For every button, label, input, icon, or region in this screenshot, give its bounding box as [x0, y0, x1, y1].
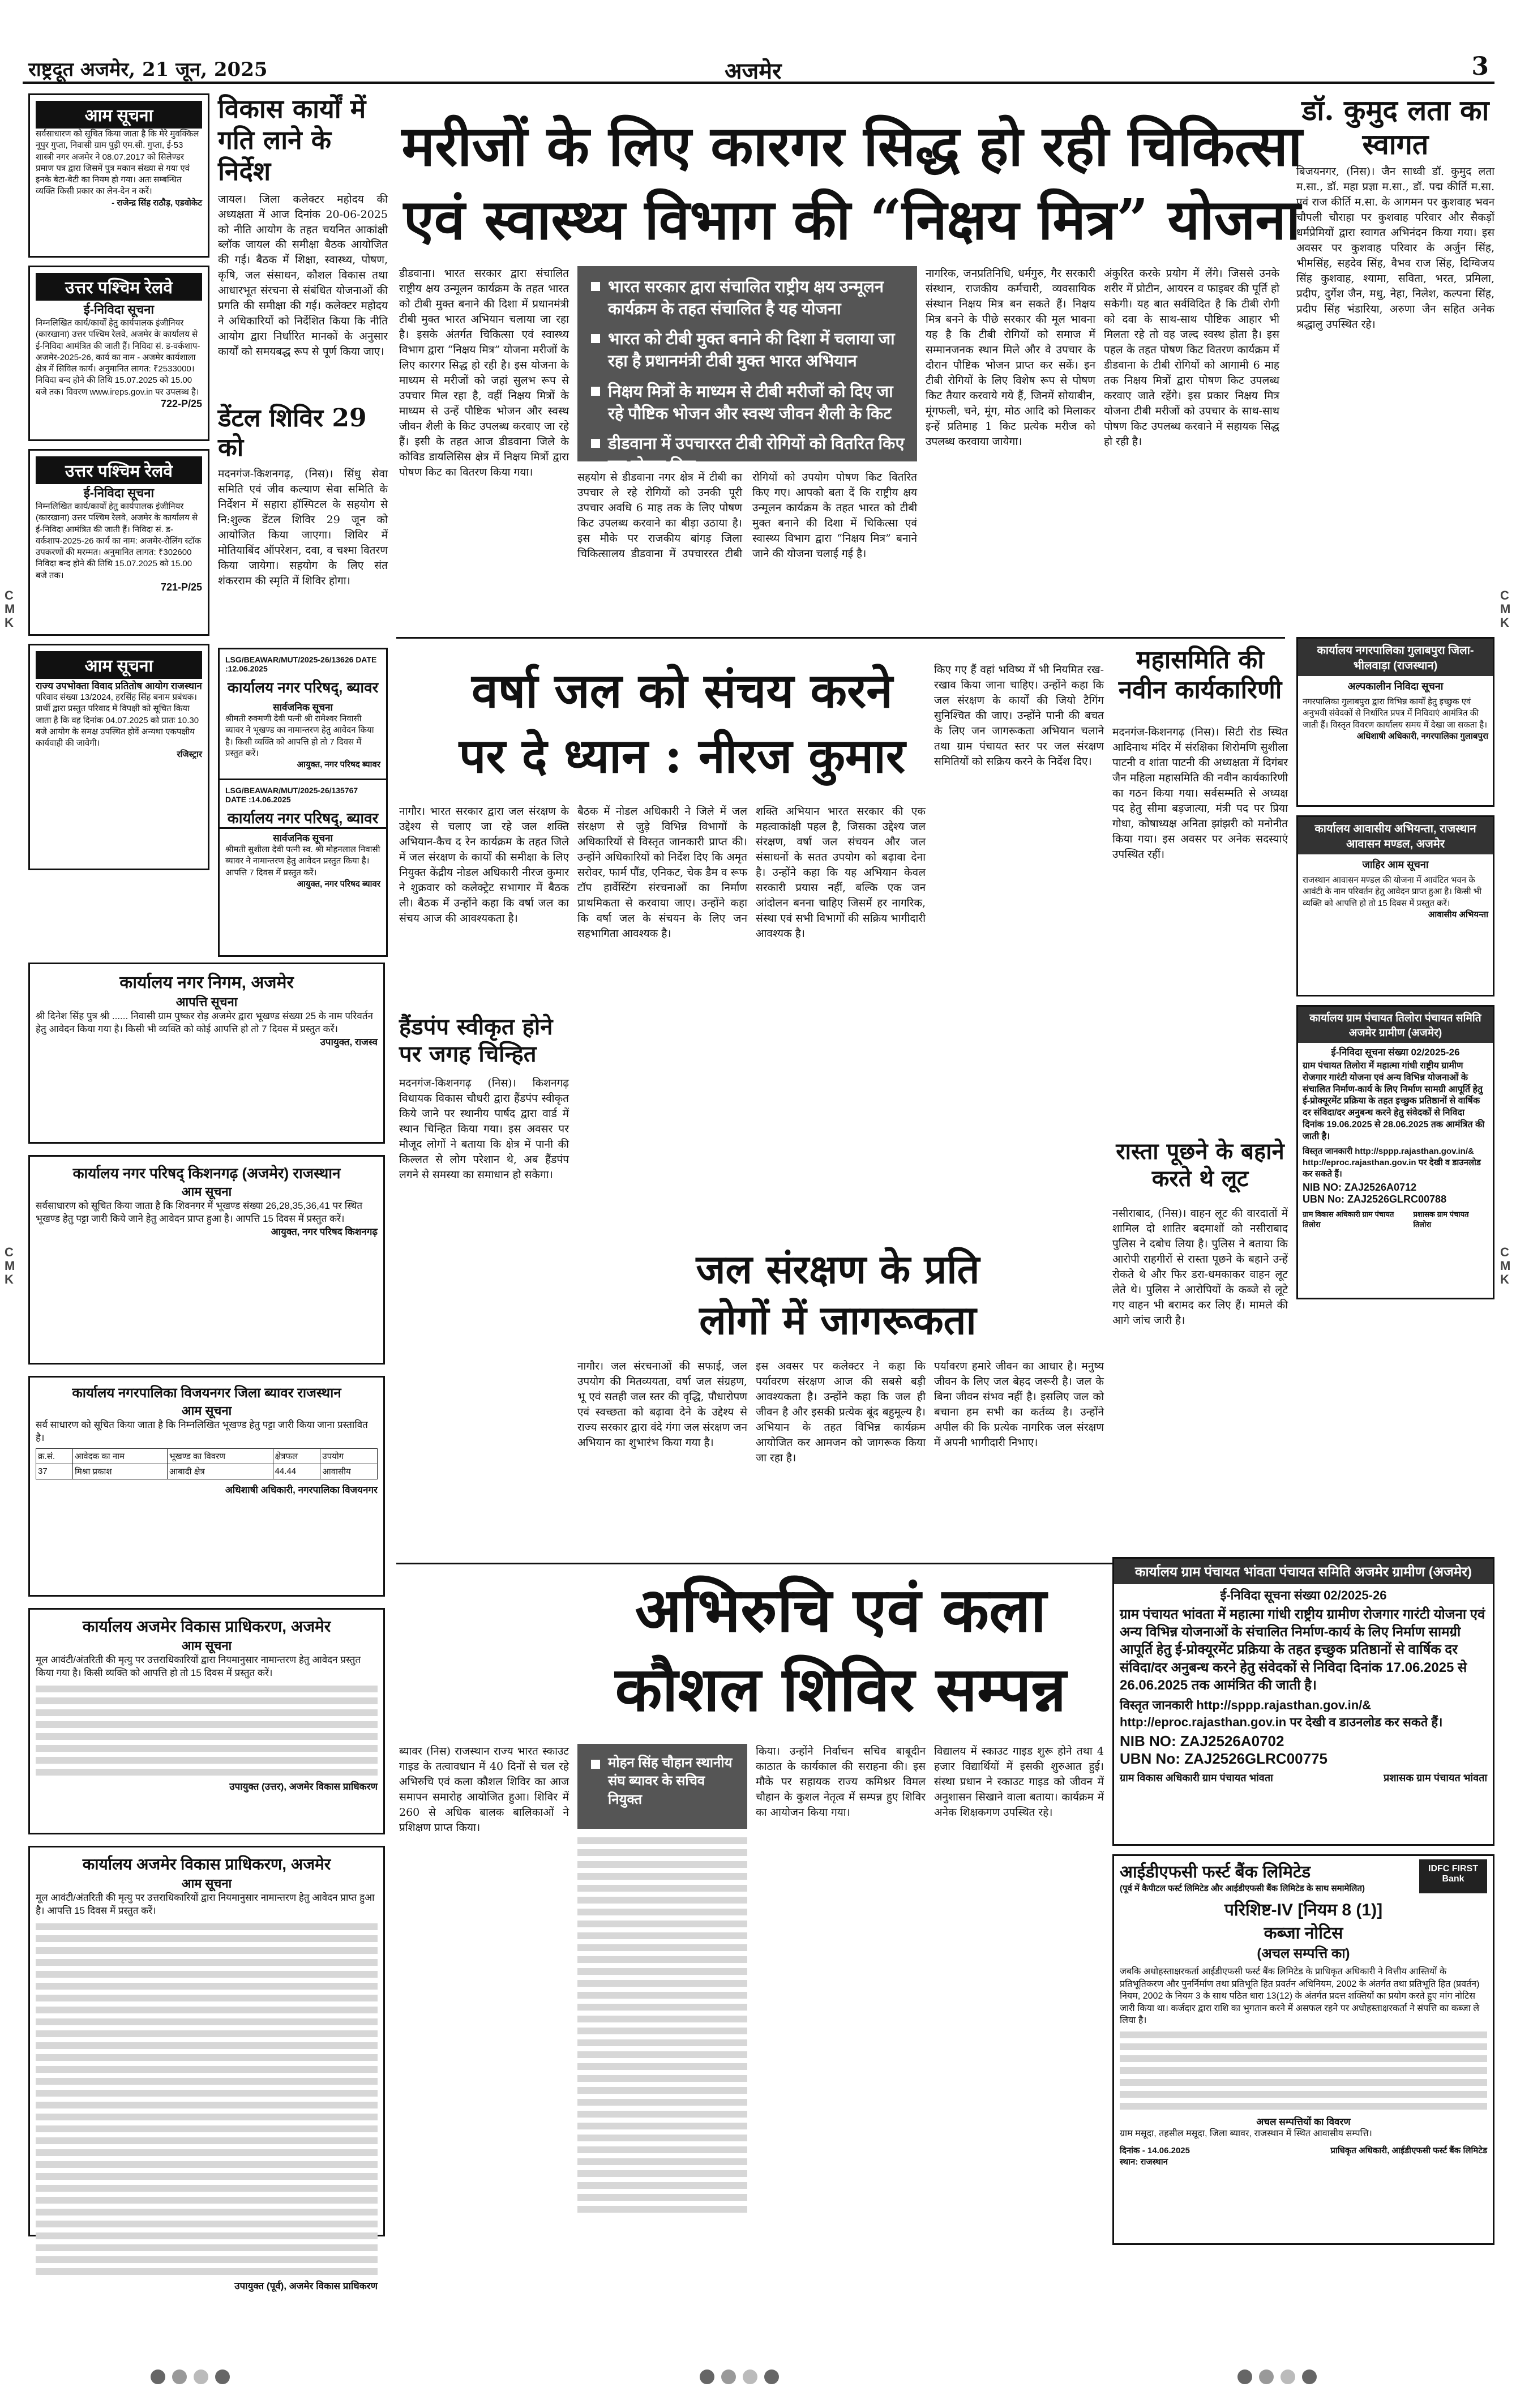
lsg-notice-2 — [218, 779, 388, 957]
abhiruchi-col-4: विद्यालय में स्काउट गाइड शुरू होने तथा 4 हजार विद्यार्थियों में इसकी शुरुआत हुई। संस्था प्रधान ने स्काउट गाइड को जीवन में अनुशासन सिखाने वाला बताया। कार्यक्रम में अनेक शिक्षकगण उपस्थित रहे। — [934, 1745, 1104, 1819]
notice-head: कार्यालय नगर परिषद्, ब्यावर — [227, 679, 379, 696]
notice-body: परिवाद संख्या 13/2024, हरसिंह सिंह बनाम प्रबंधक। प्रार्थी द्वारा प्रस्तुत परिवाद में विपक्षी को सूचित किया जाता है कि वह दिनांक 04.07.2025 को प्रातः 10.30 बजे आयोग के समक्ष उपस्थित होवें अन्यथा एकपक्षीय कार्यवाही की जावेगी। — [36, 692, 199, 748]
headline-vikas: विकास कार्यों में गति लाने के निर्देश — [218, 93, 366, 187]
railway-head: उत्तर पश्चिम रेलवे — [36, 273, 202, 301]
story-handpump-body: मदनगंज-किशनगढ़ (निस)। किशनगढ़ विधायक विकास चौधरी द्वारा हैंडपंप स्वीकृत किये जाने पर स्थानीय पार्षद द्वारा वार्ड में स्थान चिन्हित किया गया। इस अवसर पर मौजूद लोगों ने बताया कि क्षेत्र में पानी की किल्लत से लोग परेशान थे, अब हैंडपंप लगने से समस्या का समाधान हो सकेगा। — [399, 1077, 569, 1181]
story-mahasamiti-body: मदनगंज-किशनगढ़ (निस)। सिटी रोड स्थित आदिनाथ मंदिर में संरक्षिका शिरोमणि सुशीला पाटनी व शांता पाटनी की अध्यक्षता में दिगंबर जैन महिला महासमिति की नवीन कार्यकारिणी का गठन किया गया। सर्वसम्मति से अध्यक्ष पद हेतु सीमा बड़जात्या, मंत्री पद पर प्रिया गोधा, कोषाध्यक्ष अनिता झांझरी को मनोनीत किया गया। इस अवसर पर अनेक सदस्याएं उपस्थित रहीं। — [1112, 726, 1288, 861]
notice-title: आम सूचना — [36, 651, 202, 679]
jal-col-1: नागौर। जल संरचनाओं की सफाई, जल उपयोग की मितव्ययता, वर्षा जल संग्रहण, भू एवं सतही जल स्तर की वृद्धि, पौधारोपण एवं स्वच्छता को बढ़ावा देने के उद्देश्य से राज्य सरकार द्वारा वंदे गंगा जल संरक्षण जन अभियान का शुभारंभ किया गया है। — [577, 1360, 747, 1449]
railway-code: 722-P/25 — [160, 397, 202, 409]
railway-tender-2 — [28, 449, 209, 636]
table-header-cell: भूखण्ड का विवरण — [167, 1448, 273, 1464]
appendix-label: परिशिष्ट-IV [नियम 8 (1)] — [1224, 1901, 1383, 1919]
tilora-panchayat-tender-ad — [1296, 1005, 1494, 1299]
notice-code: LSG/BEAWAR/MUT/2025-26/135767 DATE :14.06.2025 — [225, 786, 358, 804]
notice-body: सर्वसाधारण को सूचित किया जाता है कि शिवनगर में भूखण्ड संख्या 26,28,35,36,41 पर स्थित भूखण्ड हेतु पट्टा जारी किये जाने हेतु आवेदन प्राप्त हुआ है। आपत्ति 15 दिवस में प्रस्तुत करें। — [36, 1200, 363, 1224]
plot-table — [36, 1448, 378, 1479]
notice-signature: उपायुक्त (पूर्व), अजमेर विकास प्राधिकरण — [234, 2280, 378, 2291]
notice-signature: उपायुक्त, राजस्व — [320, 1036, 378, 1047]
idfc-subtitle: (पूर्व में कैपीटल फर्स्ट लिमिटेड और आईडीएफसी बैंक लिमिटेड के साथ समामेलित) — [1120, 1884, 1365, 1893]
notice-signature: आयुक्त, नगर परिषद ब्यावर — [297, 879, 380, 889]
notice-signature: - राजेन्द्र सिंह राठौड़, एडवोकेट — [112, 198, 202, 208]
section-name: अजमेर — [725, 58, 782, 84]
ad-website: विस्तृत जानकारी http://sppp.rajasthan.gov.in/& http://eproc.rajasthan.gov.in पर देखी व डाउनलोड कर सकते हैं। — [1120, 1697, 1443, 1729]
notice-date-place — [1120, 2145, 1190, 2167]
notice-subheading: (अचल सम्पत्ति का) — [1257, 1946, 1350, 1961]
table-cell: आबादी क्षेत्र — [167, 1464, 273, 1479]
notice-head: कार्यालय अजमेर विकास प्राधिकरण, अजमेर — [82, 1618, 331, 1635]
headline-barsha-line2: पर दे ध्यान : नीरज कुमार — [459, 728, 906, 784]
ada-notice-2 — [28, 1846, 385, 2291]
notice-body: मूल आवंटी/अंतरिती की मृत्यु पर उत्तराधिकारियों द्वारा नियमानुसार नामान्तरण हेतु आवेदन प्रस्तुत किया गया है। किसी व्यक्ति को आपत्ति हो तो 15 दिवस में प्रस्तुत करें। — [36, 1654, 361, 1678]
notice-subtitle: राज्य उपभोक्ता विवाद प्रतितोष आयोग राजस्थान — [36, 681, 202, 691]
abhiruchi-side-bullet — [577, 1744, 747, 1829]
page-number: 3 — [1471, 52, 1489, 81]
registration-mark-left: C M K — [5, 1245, 15, 1287]
color-registration-dots-center — [696, 2369, 782, 2386]
ad-head: कार्यालय ग्राम पंचायत तिलोरा पंचायत समिति अजमेर ग्रामीण (अजमेर) — [1298, 1007, 1493, 1043]
table-cell: मिश्रा प्रकाश — [72, 1464, 167, 1479]
notice-body: सर्व साधारण को सूचित किया जाता है कि निम्नलिखित भूखण्ड हेतु पट्टा जारी किया जाना प्रस्तावित है। — [36, 1419, 368, 1443]
bullet-point: मोहन सिंह चौहान स्थानीय संघ ब्यावर के सचिव नियुक्त — [589, 1754, 736, 1809]
notice-head: कार्यालय अजमेर विकास प्राधिकरण, अजमेर — [82, 1855, 331, 1873]
lead-col-1: डीडवाना। भारत सरकार द्वारा संचालित राष्ट्रीय क्षय उन्मूलन कार्यक्रम के तहत भारत को टीबी मुक्त बनाने की दिशा में प्रधानमंत्री टीबी मुक्त भारत अभियान चलाया जा रहा है। इसके अंतर्गत चिकित्सा एवं स्वास्थ्य विभाग द्वारा “निक्षय मित्र” योजना मरीजों के लिए कारगर सिद्ध हो रही है। इस योजना के माध्यम से मरीजों को जहां सुलभ रूप से उपचार मिल रहा है, वहीं निक्षय मित्रों के माध्यम से उन्हें पौष्टिक भोजन और स्वस्थ जीवन शैली के किट उपलब्ध करवाए जा रहे हैं। इसी के तहत आज डीडवाना जिले के कोविड डायलिसिस क्षेत्र में निक्षय मित्रों द्वारा पोषण किट का वितरण किया गया। — [399, 267, 569, 478]
bhawta-panchayat-tender-ad — [1112, 1557, 1494, 1846]
ad-website: विस्तृत जानकारी http://sppp.rajasthan.gov.in/& http://eproc.rajasthan.gov.in पर देखी व डाउनलोड कर सकते हैं। — [1303, 1146, 1481, 1179]
headline-barsha-line1: वर्षा जल को संचय करने — [472, 662, 893, 718]
story-dental-body: मदनगंज-किशनगढ़, (निस)। सिंधु सेवा समिति एवं जीव कल्याण सेवा समिति के निर्देशन में सहारा हॉस्पिटल के सहयोग से नि:शुल्क डेंटल शिविर 29 जून को आयोजित किया जाएगा। शिविर में मोतियाबिंद ऑपरेशन, दवा, व चश्मा वितरण किया जायेगा। सहयोग के लिए संत शंकरराम की स्मृति में शिविर होगा। — [218, 468, 388, 587]
notice-body: श्री दिनेश सिंह पुत्र श्री ...... निवासी ग्राम पुष्कर रोड़ अजमेर द्वारा भूखण्ड संख्या 25 के नाम परिवर्तन हेतु आवेदन किया गया है। किसी भी व्यक्ति को कोई आपत्ति हो तो 7 दिवस में प्रस्तुत करें। — [36, 1011, 373, 1034]
ad-subhead: ई-निविदा सूचना संख्या 02/2025-26 — [1220, 1588, 1387, 1602]
table-cell: आवासीय — [320, 1464, 378, 1479]
notice-signature: प्राधिकृत अधिकारी, आईडीएफसी फर्स्ट बैंक लिमिटेड — [1330, 2145, 1487, 2155]
story-kumud-body: बिजयनगर, (निस)। जैन साध्वी डॉ. कुमुद लता म.सा., डॉ. महा प्रज्ञा म.सा., डॉ. पद्म कीर्ति म.सा. एवं राज कीर्ति म.सा. के आगमन पर कुशवाह भवन चौपली चौराहा पर कुशवाह परिवार और सैकड़ों धर्मप्रेमियों द्वारा स्वागत अभिनंदन किया गया। इस अवसर पर कुशवाह परिवार के अर्जुन सिंह, भीमसिंह, सहदेव सिंह, वैभव राज सिंह, दिग्विजय सिंह कुशवाह, श्यामा, सविता, भरत, प्रमिला, प्रदीप, दुर्गेश जैन, मधु, नेहा, निलेश, कल्पना सिंह, प्रदीप सिंह भंडारिया, अरुणा जैन सहित अनेक श्रद्धालु उपस्थित रहे। — [1296, 165, 1494, 331]
public-notice-2 — [28, 644, 209, 870]
notice-body: सर्वसाधारण को सूचित किया जाता है कि मेरे मुवक्किल नूपुर गुप्ता, निवासी ग्राम पुड़ी एम.सी. गुप्ता, ई-53 शास्त्री नगर अजमेर ने 08.07.2017 को सिलेण्डर प्रमाण पत्र द्वारा जिसमें पुत्र मकान संख्या से गया एवं इनके बेटा-बेटी का नियम हो गया। अतः सम्बन्धित व्यक्ति किसी प्रकार का लेन-देन न करें। — [36, 129, 199, 196]
headline-rasta: रास्ता पूछने के बहाने करते थे लूट — [1116, 1138, 1284, 1192]
notice-subhead: आम सूचना — [181, 1639, 232, 1653]
notice-heading: कब्जा नोटिस — [1264, 1924, 1343, 1943]
notice-head: कार्यालय नगर निगम, अजमेर — [119, 973, 294, 992]
ad-head: कार्यालय ग्राम पंचायत भांवता पंचायत समिति अजमेर ग्रामीण (अजमेर) — [1114, 1559, 1493, 1584]
ad-body: राजस्थान आवासन मण्डल की योजना में आवंटित भवन के आवंटी के नाम परिवर्तन हेतु आवेदन प्राप्त हुआ है। किसी भी व्यक्ति को आपत्ति हो तो 15 दिवस में प्रस्तुत करें। — [1303, 875, 1482, 908]
notice-place: स्थान: राजस्थान — [1120, 2157, 1168, 2167]
notice-footer — [1114, 2140, 1493, 2172]
vijaynagar-notice — [28, 1376, 385, 1597]
headline-jal-line2: लोगों में जागरूकता — [699, 1297, 977, 1344]
ad-subhead: जाहिर आम सूचना — [1362, 859, 1429, 870]
table-header-row — [36, 1448, 378, 1464]
abhiruchi-col-1: ब्यावर (निस) राजस्थान राज्य भारत स्काउट गाइड के तत्वावधान में 40 दिनों से चल रहे अभिरुचि एवं कला कौशल शिविर का आज समापन समारोह आयोजित हुआ। शिविर में 260 से अधिक बालक बालिकाओं ने प्रशिक्षण प्राप्त किया। — [399, 1745, 569, 1834]
ad-signature: अधिशाषी अधिकारी, नगरपालिका गुलाबपुरा — [1356, 731, 1488, 741]
headline-dental: डेंटल शिविर 29 को — [218, 403, 367, 463]
registration-mark-right: C M K — [1500, 1245, 1511, 1287]
ad-nib: NIB NO: ZAJ2526A0702 — [1120, 1732, 1284, 1750]
lead-col-5: अंकुरित करके प्रयोग में लेंगे। जिससे उनके शरीर में प्रोटीन, आयरन व फाइबर की पूर्ति हो सकेगी। यह बात सर्वविदित है कि टीबी रोगी को दवा के साथ-साथ पौष्टिक आहार भी मिलता रहे तो वह जल्द स्वस्थ होता है। इस पहल के तहत पोषण किट वितरण कार्यक्रम में डीडवाना के टीबी रोगियों को आगामी 6 माह तक निक्षय मित्रों द्वारा पोषण किट उपलब्ध करवाए जाते रहेंगे। इस प्रकार निक्षय मित्र योजना टीबी मरीजों को उपचार के साथ-साथ पोषण किट उपलब्ध करवाने में सहायक सिद्ध हो रही है। — [1104, 267, 1279, 448]
notice-code: LSG/BEAWAR/MUT/2025-26/13626 DATE :12.06.2025 — [225, 655, 377, 674]
notice-head: कार्यालय नगर परिषद् किशनगढ़ (अजमेर) राजस्थान — [72, 1165, 341, 1182]
barsha-col-4: किए गए हैं वहां भविष्य में भी नियमित रख-रखाव किया जाना चाहिए। उन्होंने कहा कि जल संरक्षण के कार्यों की जियो टैगिंग सुनिश्चित की जाए। उन्होंने पानी की बचत के लिए जन जागरूकता अभियान चलाने तथा ग्राम पंचायत स्तर पर जल संरक्षण समितियों को सक्रिय करने के निर्देश दिए। — [934, 664, 1104, 768]
ad-body: ग्राम पंचायत तिलोरा में महात्मा गांधी राष्ट्रीय ग्रामीण रोजगार गारंटी योजना एवं अन्य विभिन्न योजनाओं के संचालित निर्माण-कार्य के लिए निर्माण सामग्री आपूर्ति हेतु ई-प्रोक्यूरमेंट प्रक्रिया के तहत इच्छुक प्रतिष्ठानों से वार्षिक दर संविदा/दर अनुबन्ध करने हेतु संवेदकों से निविदा दिनांक 19.06.2025 से 28.06.2025 तक आमंत्रित की जाती है। — [1303, 1061, 1485, 1141]
table-header-cell: क्र.सं. — [36, 1448, 73, 1464]
headline-kumud: डॉ. कुमुद लता का स्वागत — [1301, 93, 1489, 161]
story-rasta-body: नसीराबाद, (निस)। वाहन लूट की वारदातों में शामिल दो शातिर बदमाशों को नसीराबाद पुलिस ने दबोच लिया है। पुलिस ने बताया कि आरोपी राहगीरों से रास्ता पूछने के बहाने उन्हें रोकते थे और फिर डरा-धमकाकर वाहन लूट लेते थे। पुलिस ने आरोपियों के कब्जे से लूटे गए वाहन भी बरामद कर लिए हैं। मामले की आगे जांच जारी है। — [1112, 1207, 1288, 1327]
railway-tender-1 — [28, 266, 209, 441]
headline-abhiruchi-line1: अभिरुचि एवं कला — [635, 1575, 1047, 1646]
ad-body: ग्राम पंचायत भांवता में महात्मा गांधी राष्ट्रीय ग्रामीण रोजगार गारंटी योजना एवं अन्य विभिन्न योजनाओं के संचालित निर्माण-कार्य के लिए निर्माण सामग्री आपूर्ति हेतु ई-प्रोक्यूरमेंट प्रक्रिया के तहत इच्छुक प्रतिष्ठानों से वार्षिक दर संविदा/दर अनुबन्ध करने हेतु संवेदकों से निविदा दिनांक 17.06.2025 से 26.06.2025 तक आमंत्रित की जाती है। — [1120, 1607, 1485, 1693]
headline-abhiruchi-line2: कौशल शिविर सम्पन्न — [615, 1654, 1067, 1725]
table-header-cell: उपयोग — [320, 1448, 378, 1464]
railway-body: निम्नलिखित कार्य/कार्यों हेतु कार्यपालक इंजीनियर (कारखाना) उत्तर पश्चिम रेलवे, अजमेर के कार्यालय से ई-निविदा आमंत्रित की जाती हैं। निविदा सं. ड-वर्कशाप-अजमेर-2025-26, कार्य का नाम - अजमेर कार्यशाला क्षेत्र में सिविल कार्य। अनुमानित लागत: ₹2533000। निविदा बन्द होने की तिथि 15.07.2025 को 15.00 बजे तक। विवरण www.ireps.gov.in पर उपलब्ध है। — [36, 318, 200, 397]
railway-subhead: ई-निविदा सूचना — [83, 302, 155, 316]
railway-body: निम्नलिखित कार्य/कार्यों हेतु कार्यपालक इंजीनियर (कारखाना) उत्तर पश्चिम रेलवे, अजमेर के कार्यालय से ई-निविदा आमंत्रित की जाती हैं। निविदा सं. ड-वर्कशाप-2025-26 कार्य का नाम: अजमेर-रोलिंग स्टॉक उपकरणों की मरम्मत। अनुमानित लागत: ₹302600 निविदा बन्द होने की तिथि 15.07.2025 को 15.00 बजे तक। — [36, 502, 202, 580]
notice-subhead: आम सूचना — [181, 1404, 232, 1418]
notice-body: श्रीमती सुशीला देवी पत्नी स्व. श्री मोहनलाल निवासी ब्यावर ने नामान्तरण हेतु आवेदन प्रस्तुत किया है। आपत्ति 7 दिवस में प्रस्तुत करें। — [225, 845, 380, 878]
lead-headline-line2: एवं स्वास्थ्य विभाग की “निक्षय मित्र” योजना — [403, 187, 1301, 253]
bullet-point: भारत सरकार द्वारा संचालित राष्ट्रीय क्षय उन्मूलन कार्यक्रम के तहत संचालित है यह योजना — [589, 276, 906, 320]
notice-head: कार्यालय नगरपालिका विजयनगर जिला ब्यावर राजस्थान — [72, 1385, 341, 1401]
notice-subhead: सार्वजनिक सूचना — [273, 702, 333, 713]
headline-mahasamiti: महासमिति की नवीन कार्यकारिणी — [1118, 645, 1282, 704]
story-vikas-body: जायल। जिला कलेक्टर महोदय की अध्यक्षता में आज दिनांक 20-06-2025 को नीति आयोग के तहत चयनित आकांक्षी ब्लॉक जायल की समीक्षा बैठक आयोजित की गई। बैठक में शिक्षा, स्वास्थ्य, पोषण, कृषि, जल संसाधन, कौशल विकास तथा आधारभूत संरचना से संबंधित योजनाओं की प्रगति की समीक्षा की गई। कलेक्टर महोदय ने अधिकारियों को निर्देशित किया कि नीति आयोग द्वारा निर्धारित मानकों के अनुसार कार्यों को समयबद्ध रूप से पूर्ण किया जाए। — [218, 193, 388, 358]
bullet-point: निक्षय मित्रों के माध्यम से टीबी मरीजों को दिए जा रहे पौष्टिक भोजन और स्वस्थ जीवन शैली के किट — [589, 381, 906, 425]
abhiruchi-col-2 — [577, 1837, 747, 2242]
housing-board-ad — [1296, 815, 1494, 996]
gulabpura-tender-ad — [1296, 637, 1494, 807]
fine-print-lines — [36, 1923, 378, 2275]
table-cell: 37 — [36, 1464, 73, 1479]
idfc-title: आईडीएफसी फर्स्ट बैंक लिमिटेड — [1120, 1863, 1311, 1881]
ad-subhead: अल्पकालीन निविदा सूचना — [1347, 681, 1444, 692]
table-row — [36, 1464, 378, 1479]
ada-notice-1 — [28, 1608, 385, 1834]
signature-left: ग्राम विकास अधिकारी ग्राम पंचायत भांवता — [1120, 1772, 1273, 1783]
notice-subhead: आम सूचना — [181, 1184, 232, 1199]
fine-print-lines — [36, 1686, 378, 1776]
notice-date: दिनांक - 14.06.2025 — [1120, 2145, 1190, 2155]
idfc-logo: IDFC FIRST Bank — [1419, 1859, 1487, 1893]
divider — [396, 637, 1285, 639]
municipal-corp-notice — [28, 963, 385, 1144]
color-registration-dots-right — [1234, 2369, 1320, 2386]
ad-signatures — [1298, 1205, 1493, 1233]
table-cell: 44.44 — [273, 1464, 320, 1479]
edition-date: राष्ट्रदूत अजमेर, 21 जून, 2025 — [28, 58, 268, 81]
notice-signature: उपायुक्त (उत्तर), अजमेर विकास प्राधिकरण — [229, 1781, 378, 1792]
railway-head: उत्तर पश्चिम रेलवे — [36, 456, 202, 484]
notice-signature: अधिशाषी अधिकारी, नगरपालिका विजयनगर — [225, 1484, 378, 1495]
property-heading: अचल सम्पत्तियों का विवरण — [1256, 2116, 1351, 2127]
lead-col-3: सहयोग से डीडवाना नगर क्षेत्र में टीबी का उपचार ले रहे रोगियों को उनकी पूरी उपचार अवधि 6 माह तक के लिए पोषण किट उपलब्ध करवाने का बीड़ा उठाया है। इस मौके पर राजकीय बांगड़ जिला चिकित्सालय डीडवाना में उपचाररत टीबी रोगियों को उपयोग पोषण किट वितरित किए गए। आपको बता दें कि राष्ट्रीय क्षय उन्मूलन कार्यक्रम के तहत भारत को टीबी मुक्त बनाने की दिशा में चिकित्सा एवं स्वास्थ्य विभाग द्वारा “निक्षय मित्र” बनाने जाने की योजना चलाई गई है। — [577, 471, 917, 560]
public-notice-1 — [28, 93, 209, 258]
signature-right: प्रशासक ग्राम पंचायत तिलोरा — [1413, 1209, 1469, 1229]
kishangarh-council-notice — [28, 1155, 385, 1365]
ad-subhead: ई-निविदा सूचना संख्या 02/2025-26 — [1331, 1047, 1460, 1058]
railway-code: 721-P/25 — [160, 581, 202, 593]
color-registration-dots-left — [147, 2369, 233, 2386]
fine-print-lines — [577, 1837, 747, 2213]
ad-body: नगरपालिका गुलाबपुरा द्वारा विभिन्न कार्यों हेतु इच्छुक एवं अनुभवी संवेदकों से निर्धारित प्रपत्र में निविदाएं आमंत्रित की जाती हैं। विस्तृत विवरण कार्यालय समय में देखा जा सकता है। — [1303, 697, 1488, 730]
notice-subhead: सार्वजनिक सूचना — [273, 833, 333, 844]
registration-mark-left-top: C M K — [5, 588, 15, 630]
fine-print-lines — [1114, 2027, 1493, 2110]
railway-subhead: ई-निविदा सूचना — [83, 486, 155, 500]
ad-head: कार्यालय आवासीय अभियन्ता, राजस्थान आवासन मण्डल, अजमेर — [1298, 817, 1493, 854]
notice-body: मूल आवंटी/अंतरिती की मृत्यु पर उत्तराधिकारियों द्वारा नियमानुसार नामान्तरण हेतु आवेदन प्राप्त हुआ है। आपत्ति 15 दिवस में प्रस्तुत करें। — [36, 1892, 375, 1916]
idfc-title-block — [1120, 1859, 1414, 1894]
bullet-point: डीडवाना में उपचाररत टीबी रोगियों को वितरित किए गए पोषण किट — [589, 433, 906, 477]
headline-jal-line1: जल संरक्षण के प्रति — [696, 1246, 980, 1293]
jal-col-2: इस अवसर पर कलेक्टर ने कहा कि पर्यावरण संरक्षण आज की सबसे बड़ी आवश्यकता है। उन्होंने कहा कि जल ही जीवन है और इसकी प्रत्येक बूंद बहुमूल्य है। अभियान के तहत विभिन्न कार्यक्रम आयोजित कर आमजन को जागरूक किया जा रहा है। — [756, 1360, 926, 1464]
notice-signature: आयुक्त, नगर परिषद किशनगढ़ — [271, 1226, 378, 1237]
abhiruchi-col-3: किया। उन्होंने निर्वाचन सचिव बाबूदीन काठात के कार्यकाल की सराहना की। इस मौके पर सहायक राज्य कमिश्नर विमल चौहान के कुशल नेतृत्व में सम्पन्न हुए शिविर का आयोजन किया गया। — [756, 1745, 926, 1819]
notice-body: श्रीमती रुक्मणी देवी पत्नी श्री रामेश्वर निवासी ब्यावर ने भूखण्ड का नामान्तरण हेतु आवेदन किया है। किसी व्यक्ति को आपत्ति हो तो 7 दिवस में प्रस्तुत करें। — [225, 714, 374, 758]
notice-signature: आयुक्त, नगर परिषद ब्यावर — [297, 760, 380, 770]
ad-nib: NIB NO: ZAJ2526A0712 — [1303, 1181, 1417, 1193]
masthead-bar — [23, 51, 1494, 84]
idfc-header — [1114, 1856, 1493, 1897]
notice-subhead: आम सूचना — [181, 1876, 232, 1891]
lead-col-4: नागरिक, जनप्रतिनिधि, धर्मगुरु, गैर सरकारी संस्थान, राजकीय कर्मचारी, व्यवसायिक संस्थान निक्षय मित्र बन सकते हैं। निक्षय मित्र बनने के पीछे सरकार की मूल भावना यह है कि टीबी रोगियों को समाज में सम्मानजनक स्थान मिले और वे उपचार के दौरान पौष्टिक भोजन प्राप्त कर सकें। इन टीबी रोगियों के लिए विशेष रूप से पोषण किट तैयार करवाये गये हैं, जिनमें सोयाबीन, मूंगफली, चने, मूंग, मोठ आदि को मिलाकर इन्हें प्रतिमाह 1 किट प्रत्येक मरीज को उपलब्ध करवाया जायेगा। — [926, 267, 1095, 448]
ad-ubn: UBN No: ZAJ2526GLRC00775 — [1120, 1750, 1328, 1767]
ad-signature: आवासीय अभियन्ता — [1428, 909, 1488, 919]
ad-head: कार्यालय नगरपालिका गुलाबपुरा जिला-भीलवाड़ा (राजस्थान) — [1298, 639, 1493, 676]
ad-signatures — [1114, 1768, 1493, 1788]
idfc-possession-notice — [1112, 1854, 1494, 2245]
notice-signature: रजिस्ट्रार — [177, 750, 202, 760]
property-description: ग्राम मसूदा, तहसील मसूदा, जिला ब्यावर, राजस्थान में स्थित आवासीय सम्पत्ति। — [1120, 2128, 1372, 2138]
jal-col-3: पर्यावरण हमारे जीवन का आधार है। मनुष्य जीवन के लिए जल बेहद जरूरी है। जल के बिना जीवन संभव नहीं है। इसलिए जल को बचाना हम सभी का कर्तव्य है। उन्होंने अपील की कि प्रत्येक नागरिक जल संरक्षण में अपनी भागीदारी निभाए। — [934, 1360, 1104, 1449]
signature-left: ग्राम विकास अधिकारी ग्राम पंचायत तिलोरा — [1303, 1209, 1394, 1229]
notice-subhead: आपत्ति सूचना — [175, 995, 238, 1009]
headline-handpump: हैंडपंप स्वीकृत होने पर जगह चिन्हित — [399, 1013, 553, 1067]
table-header-cell: आवेदक का नाम — [72, 1448, 167, 1464]
notice-title: आम सूचना — [36, 101, 202, 129]
notice-head: कार्यालय नगर परिषद्, ब्यावर — [227, 810, 379, 827]
barsha-col-2: बैठक में नोडल अधिकारी ने जिले में जल संरक्षण से जुड़े विभिन्न विभागों के अधिकारियों से विस्तृत जानकारी प्राप्त की। उन्होंने अधिकारियों को निर्देश दिए कि अमृत सरोवर, फार्म पौंड, एनिकट, चेक डैम व रूफ टॉप हार्वेस्टिंग संरचनाओं का निर्माण प्राथमिकता से करवाया जाए। उन्होंने कहा कि वर्षा जल के संचयन के लिए जन सहभागिता आवश्यक है। — [577, 805, 747, 940]
notice-body: जबकि अधोहस्ताक्षरकर्ता आईडीएफसी फर्स्ट बैंक लिमिटेड के प्राधिकृत अधिकारी ने वित्तीय आस्तियों के प्रतिभूतिकरण और पुनर्निर्माण तथा प्रतिभूति हित प्रवर्तन अधिनियम, 2002 के अंतर्गत तथा प्रतिभूति हित (प्रवर्तन) नियम, 2002 के नियम 3 के साथ पठित धारा 13(12) के अंतर्गत प्रदत्त शक्तियों का प्रयोग करते हुए मांग नोटिस जारी किया था। कर्जदार द्वारा राशि का भुगतान करने में असफल रहने पर अधोहस्ताक्षरकर्ता ने संपत्ति का कब्जा ले लिया है। — [1120, 1967, 1480, 2026]
ad-ubn: UBN No: ZAJ2526GLRC00788 — [1303, 1193, 1447, 1205]
lead-bullet-box — [577, 266, 917, 475]
barsha-col-1: नागौर। भारत सरकार द्वारा जल संरक्षण के उद्देश्य से चलाए जा रहे जल शक्ति अभियान-कैच द रेन कार्यक्रम के तहत जिले में जल संरक्षण के कार्यों की समीक्षा के लिए नियुक्त केंद्रीय नोडल अधिकारी नीरज कुमार ने शुक्रवार को कलेक्ट्रेट सभागार में बैठक ली। बैठक में उन्होंने कहा कि वर्षा जल का संचय आज की आवश्यकता है। — [399, 805, 569, 925]
registration-mark-right-top: C M K — [1500, 588, 1511, 630]
table-header-cell: क्षेत्रफल — [273, 1448, 320, 1464]
bullet-point: भारत को टीबी मुक्त बनाने की दिशा में चलाया जा रहा है प्रधानमंत्री टीबी मुक्त भारत अभियान — [589, 328, 906, 373]
barsha-col-3: शक्ति अभियान भारत सरकार की एक महत्वाकांक्षी पहल है, जिसका उद्देश्य जल संरक्षण, वर्षा जल संचयन और जल संसाधनों के सतत उपयोग को बढ़ावा देना है। उन्होंने कहा कि यह अभियान केवल सरकारी प्रयास नहीं, बल्कि एक जन आंदोलन बनना चाहिए जिसमें हर नागरिक, संस्था एवं सभी विभागों की सक्रिय भागीदारी आवश्यक है। — [756, 805, 926, 940]
lead-headline-line1: मरीजों के लिए कारगर सिद्ध हो रही चिकित्सा — [401, 114, 1303, 179]
signature-right: प्रशासक ग्राम पंचायत भांवता — [1384, 1772, 1487, 1783]
